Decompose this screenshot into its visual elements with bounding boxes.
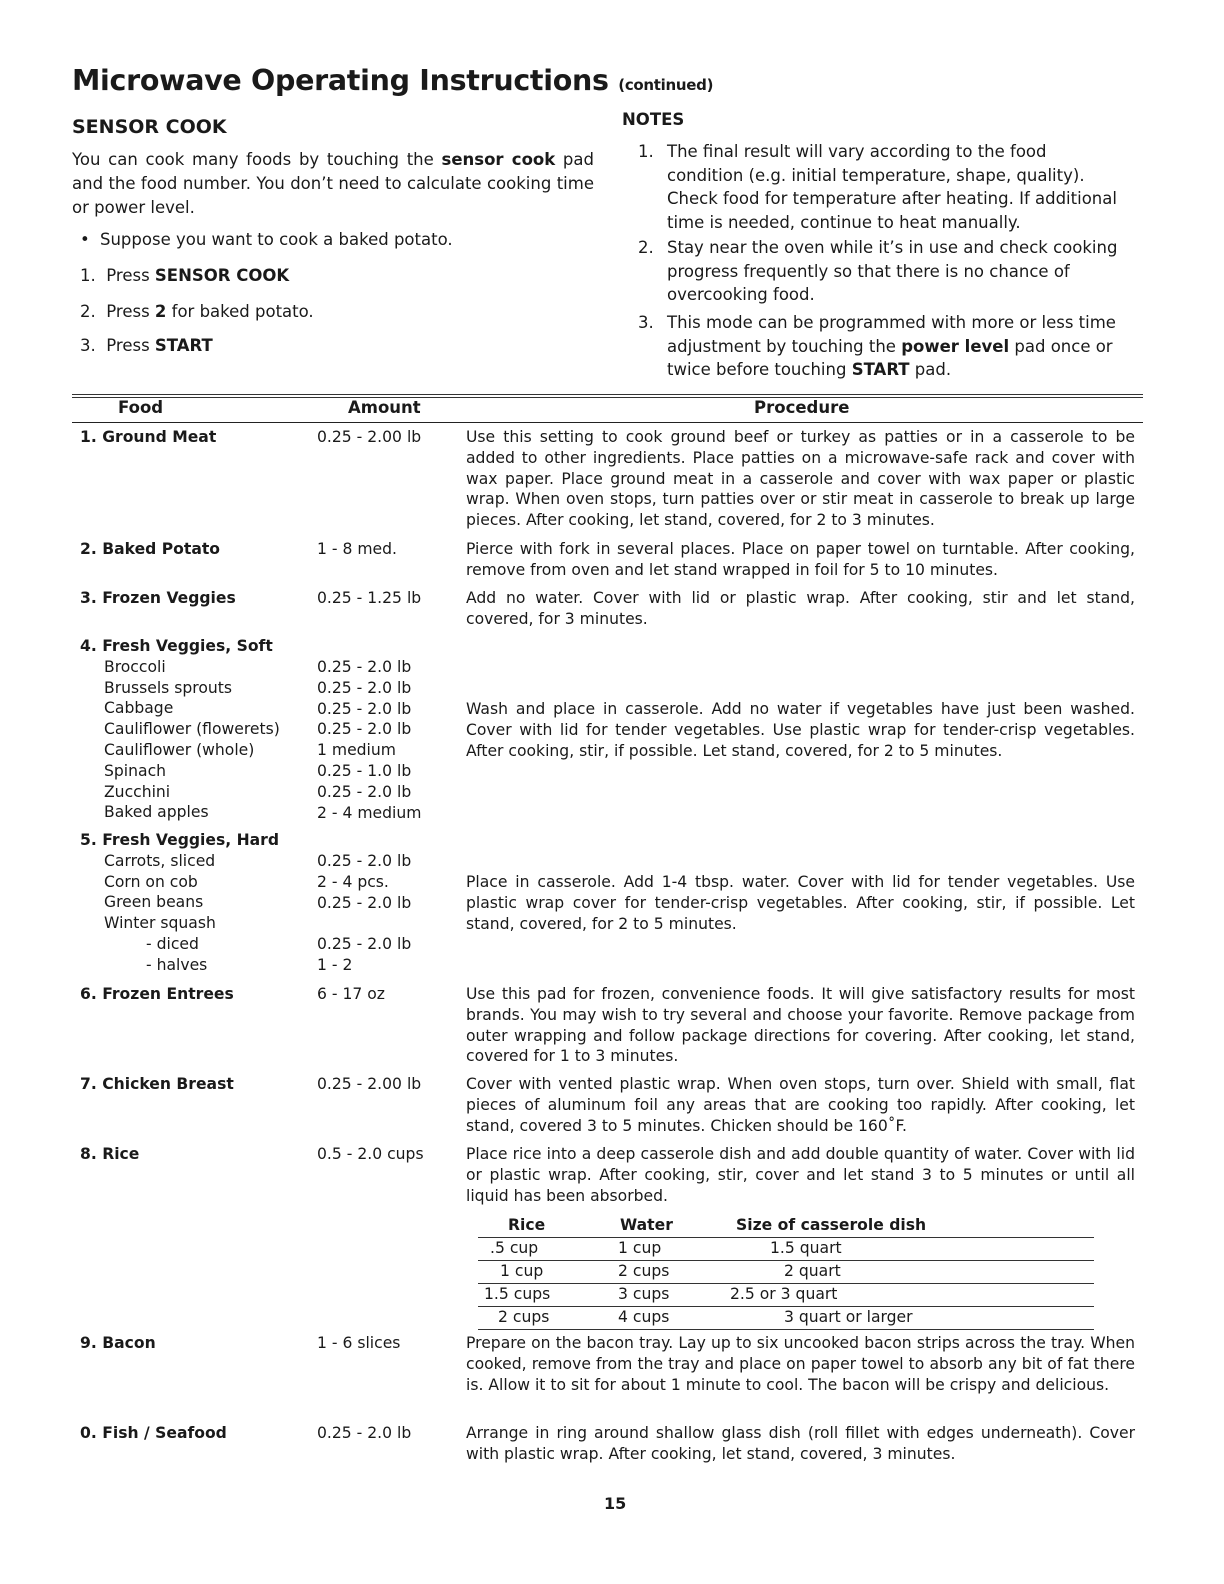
- notes-heading: NOTES: [622, 110, 685, 129]
- table-row-food: [80, 1074, 310, 1095]
- food-procedure: Pierce with fork in several places. Place on paper towel on turntable. After cooking, remove from oven and let stand wrapped in foil for 5 to 10 minutes.: [466, 540, 1135, 579]
- food-amount-list: [317, 657, 457, 823]
- note-text-post: pad.: [909, 360, 952, 379]
- food-subitem: Winter squash: [104, 914, 216, 933]
- rice-col-header: Rice: [508, 1216, 546, 1234]
- dish-col-header: Size of casserole dish: [736, 1216, 927, 1234]
- dish-cell: 3 quart or larger: [784, 1308, 913, 1326]
- food-amount: 1 - 6 slices: [317, 1334, 401, 1352]
- bullet-text: Suppose you want to cook a baked potato.: [100, 230, 453, 249]
- note-text: Stay near the oven while it’s in use and check cooking progress frequently so that there is no chance of overcooking food.: [667, 238, 1118, 304]
- col-header-food: Food: [118, 398, 164, 417]
- food-subitem: Zucchini: [104, 782, 171, 801]
- food-name: 1. Ground Meat: [80, 428, 217, 446]
- note-text: [667, 311, 1128, 382]
- food-procedure: Use this pad for frozen, convenience foods. It will give satisfactory results for most brands. You may wish to try several and choose your favorite. Remove package from outer wrapping and follow package directions for covering. After cooking, let stand, covered for 1 to 3 minutes.: [466, 985, 1135, 1066]
- example-bullet: [80, 230, 453, 249]
- col-header-amount: Amount: [348, 398, 421, 417]
- food-amount: 0.25 - 1.0 lb: [317, 761, 412, 780]
- food-subitem: Cauliflower (whole): [104, 740, 255, 759]
- food-subitem: Green beans: [104, 893, 204, 912]
- food-amount: 0.25 - 2.0 lb: [317, 935, 412, 954]
- food-amount: 6 - 17 oz: [317, 985, 385, 1003]
- food-amount: 2 - 4 pcs.: [317, 872, 389, 891]
- page-title: [72, 64, 713, 97]
- title-text: Microwave Operating Instructions: [72, 64, 609, 97]
- food-subitem: Brussels sprouts: [104, 678, 233, 697]
- step: [80, 266, 289, 285]
- table-top-rule-2: [72, 397, 1143, 398]
- food-subitem: - halves: [146, 955, 208, 974]
- water-cell: 2 cups: [618, 1262, 670, 1280]
- rice-cell: 1.5 cups: [484, 1285, 551, 1303]
- food-amount: 0.5 - 2.0 cups: [317, 1145, 424, 1163]
- table-row-food: [80, 427, 310, 448]
- food-procedure: Arrange in ring around shallow glass dish (roll fillet with edges underneath). Cover with plastic wrap. After cooking, let stand, covered, 3 minutes.: [466, 1424, 1135, 1463]
- rice-cell: .5 cup: [490, 1239, 539, 1257]
- note-item: [638, 236, 1128, 307]
- table-top-rule: [72, 394, 1143, 395]
- food-subitem: Cauliflower (flowerets): [104, 720, 280, 739]
- food-name: 3. Frozen Veggies: [80, 589, 236, 607]
- food-amount: 0.25 - 2.00 lb: [317, 1075, 422, 1093]
- rice-cell: 1 cup: [500, 1262, 544, 1280]
- rice-table-header: [478, 1215, 1094, 1237]
- note-item: [638, 140, 1128, 234]
- food-amount: 0.25 - 2.0 lb: [317, 1424, 412, 1442]
- food-name: 2. Baked Potato: [80, 540, 221, 558]
- step-number: 2.: [80, 302, 96, 321]
- water-cell: 3 cups: [618, 1285, 670, 1303]
- food-subitem: Baked apples: [104, 803, 209, 822]
- food-amount-list: [317, 851, 457, 976]
- food-subitem: - diced: [146, 934, 199, 953]
- food-procedure: Prepare on the bacon tray. Lay up to six uncooked bacon strips across the tray. When cooked, remove from the tray and place on paper towel to absorb any bit of fat there is. Allow it to sit for about 1 minute to cool. The bacon will be crispy and delicious.: [466, 1334, 1135, 1394]
- step-key: START: [154, 336, 213, 355]
- food-procedure: Place in casserole. Add 1-4 tbsp. water. Cover with lid for tender vegetables. Use plastic wrap cover for tender-crisp vegetables. After cooking, stir, if possible. Let stand, covered, for 2 to 5 minutes.: [466, 873, 1135, 933]
- intro-post: pad and the food number. You don’t need to calculate cooking time or power level.: [72, 150, 594, 217]
- food-amount: 0.25 - 2.00 lb: [317, 428, 422, 446]
- food-procedure: Wash and place in casserole. Add no water if vegetables have just been washed. Cover with lid for tender vegetables. Use plastic wrap for tender-crisp vegetables. After cooking, stir, if possible. Let stand, covered, for 2 to 5 minutes.: [466, 700, 1135, 760]
- bullet-dot: •: [80, 230, 90, 249]
- step-text: Press: [106, 266, 155, 285]
- food-amount: 2 - 4 medium: [317, 803, 422, 822]
- food-amount: 0.25 - 2.0 lb: [317, 678, 412, 697]
- rice-table-row: [478, 1307, 1094, 1330]
- food-procedure: Use this setting to cook ground beef or turkey as patties or in a casserole to be added to other ingredients. Place patties on a microwave-safe rack and cover with wax paper. Place ground meat in a casserole and cover with wax paper or plastic wrap. When oven stops, turn patties over or stir meat in casserole to break up large pieces. After cooking, let stand, covered, for 2 to 3 minutes.: [466, 428, 1135, 530]
- food-amount: 0.25 - 2.0 lb: [317, 893, 412, 912]
- food-name: 5. Fresh Veggies, Hard: [80, 831, 280, 849]
- note-number: 1.: [638, 142, 654, 161]
- water-col-header: Water: [620, 1216, 673, 1234]
- note-text: The final result will vary according to the food condition (e.g. initial temperature, shape, quality). Check food for temperature after heating. If additional time is needed, continue to heat manually.: [667, 142, 1117, 232]
- note-item: [638, 311, 1128, 382]
- table-row-food: [80, 1423, 310, 1444]
- water-cell: 4 cups: [618, 1308, 670, 1326]
- food-amount: 0.25 - 2.0 lb: [317, 782, 412, 801]
- note-number: 2.: [638, 238, 654, 257]
- food-name: 7. Chicken Breast: [80, 1075, 234, 1093]
- food-subitem: Corn on cob: [104, 872, 198, 891]
- dish-cell: 2.5 or 3 quart: [730, 1285, 838, 1303]
- food-amount: 0.25 - 1.25 lb: [317, 589, 422, 607]
- food-amount: 1 medium: [317, 741, 396, 760]
- note-key-start: START: [851, 360, 910, 379]
- food-procedure: Place rice into a deep casserole dish and add double quantity of water. Cover with lid or plastic wrap. After cooking, stir, cover and let stand 3 to 5 minutes or until all liquid has been absorbed.: [466, 1145, 1135, 1205]
- note-text-mid: pad once or twice before touching: [667, 336, 1113, 379]
- table-row-food: [80, 984, 310, 1005]
- rice-table-row: [478, 1284, 1094, 1307]
- food-amount: 0.25 - 2.0 lb: [317, 720, 412, 739]
- food-procedure: Add no water. Cover with lid or plastic wrap. After cooking, stir and let stand, covered, for 3 minutes.: [466, 589, 1135, 628]
- food-amount: 1 - 8 med.: [317, 540, 397, 558]
- title-suffix: (continued): [618, 76, 714, 94]
- food-subitem: Cabbage: [104, 699, 174, 718]
- food-subitem: Spinach: [104, 761, 167, 780]
- step-key: SENSOR COOK: [154, 266, 290, 285]
- step-number: 1.: [80, 266, 96, 285]
- step-text: Press: [106, 302, 155, 321]
- food-name: 0. Fish / Seafood: [80, 1424, 227, 1442]
- food-subitem: Carrots, sliced: [104, 851, 216, 870]
- dish-cell: 1.5 quart: [770, 1239, 842, 1257]
- step-number: 3.: [80, 336, 96, 355]
- food-procedure: Cover with vented plastic wrap. When oven stops, turn over. Shield with small, flat pieces of aluminum foil any areas that are cooking too rapidly. After cooking, let stand, covered 3 to 5 minutes. Chicken should be 160˚F.: [466, 1075, 1135, 1135]
- food-amount: 1 - 2: [317, 955, 353, 974]
- food-subitem: Broccoli: [104, 657, 166, 676]
- food-name: 8. Rice: [80, 1145, 140, 1163]
- food-amount: 0.25 - 2.0 lb: [317, 852, 412, 870]
- col-header-procedure: Procedure: [754, 398, 850, 417]
- rice-table-row: [478, 1261, 1094, 1284]
- table-row-food: [80, 830, 310, 976]
- note-number: 3.: [638, 313, 654, 332]
- table-row-food: [80, 636, 310, 823]
- food-name: 4. Fresh Veggies, Soft: [80, 637, 273, 655]
- table-row-food: [80, 539, 310, 560]
- note-text-pre: This mode can be programmed with more or less time adjustment by touching the: [667, 313, 1116, 356]
- rice-water-table: [478, 1215, 1094, 1330]
- table-row-food: [80, 588, 310, 609]
- food-name: 9. Bacon: [80, 1334, 156, 1352]
- table-row-food: [80, 1144, 310, 1165]
- step: [80, 336, 213, 355]
- page-number: 15: [604, 1494, 627, 1513]
- rice-cell: 2 cups: [498, 1308, 550, 1326]
- step-key: 2: [154, 302, 167, 321]
- rice-table-row: [478, 1237, 1094, 1261]
- step: [80, 302, 314, 321]
- sensor-cook-heading: SENSOR COOK: [72, 116, 227, 138]
- note-key-power-level: power level: [901, 336, 1010, 356]
- dish-cell: 2 quart: [784, 1262, 841, 1280]
- intro-pre: You can cook many foods by touching the: [72, 150, 442, 169]
- food-amount: 0.25 - 2.0 lb: [317, 699, 412, 718]
- food-amount: [317, 913, 457, 934]
- food-amount: 0.25 - 2.0 lb: [317, 658, 412, 676]
- table-row-food: [80, 1333, 310, 1354]
- food-name: 6. Frozen Entrees: [80, 985, 234, 1003]
- water-cell: 1 cup: [618, 1239, 662, 1257]
- sensor-cook-intro: [72, 148, 594, 220]
- intro-bold: sensor cook: [441, 150, 556, 169]
- table-header-rule: [72, 422, 1143, 423]
- step-text: Press: [106, 336, 155, 355]
- step-text-post: for baked potato.: [166, 302, 314, 321]
